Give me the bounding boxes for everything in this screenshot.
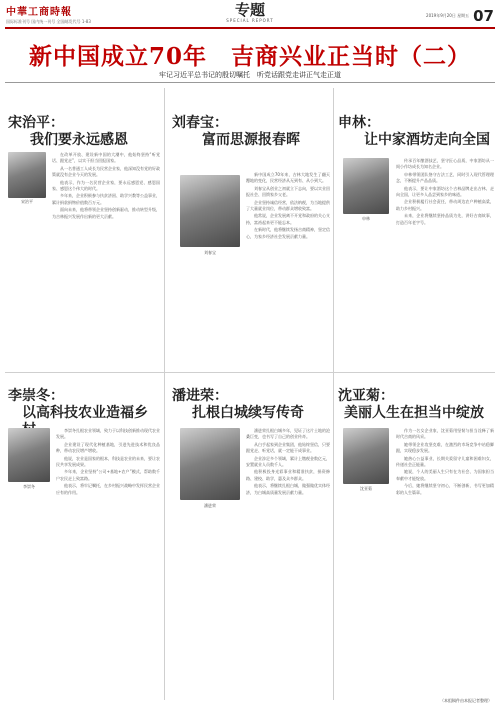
paragraph: 多年来，企业坚持“公司+基地+农户”模式，帮助数千户农民走上致富路。 <box>56 469 160 481</box>
article-body <box>56 428 160 696</box>
photo-caption: 李崇冬 <box>23 484 35 489</box>
profile-title: 富而思源报春晖 <box>202 132 300 148</box>
editor-note: （本组稿件由本报记者整理） <box>440 698 492 703</box>
profile-name: 潘进荣： <box>172 388 228 404</box>
profile-name: 申林： <box>338 115 380 131</box>
paragraph: 他常说，企业发展离不开党和政府的关心支持，富裕起来更不能忘本。 <box>246 213 330 225</box>
photo-caption: 潘进荣 <box>204 503 216 508</box>
article-body <box>396 428 494 684</box>
section-header <box>212 2 288 23</box>
paragraph: 作为一名女企业家，沈亚菊用坚韧与担当诠释了新时代吉商的风采。 <box>396 428 494 440</box>
profile-name: 沈亚菊： <box>338 388 394 404</box>
paragraph: 她热心公益事业，长期关爱留守儿童和困难妇女，传递社会正能量。 <box>396 455 494 468</box>
portrait-photo <box>180 428 240 500</box>
portrait-photo <box>180 175 240 247</box>
paragraph: 企业积极履行社会责任，带动周边农户种植高粱，助力乡村振兴。 <box>396 199 494 211</box>
portrait-photo <box>8 428 50 482</box>
article-body <box>52 152 160 366</box>
paragraph: 申林带领团队恪守古法工艺，同时引入现代管理理念，不断提升产品品质。 <box>396 171 494 184</box>
paragraph: 他表示，将继续扎根白城，做强做优实体经济，为白城高质量发展贡献力量。 <box>246 483 330 495</box>
paragraph: 他积极投身光彩事业和精准扶贫，捐资修路、建校、助学，惠及众多群众。 <box>246 469 330 481</box>
portrait-photo <box>8 152 46 198</box>
profile-title: 以高科技农业造福乡 <box>22 405 148 421</box>
paragraph: 她带领企业攻坚克难，在激烈的市场竞争中站稳脚跟，实现稳步发展。 <box>396 441 494 454</box>
paragraph: 从白手起家到企业集团，他始终坚信，只要跟党走、听党话，就一定能干成事业。 <box>246 441 330 454</box>
profile-liu <box>172 115 328 149</box>
paragraph: 企业涉足多个领域，累计上缴税金数亿元，安置就业人员数千人。 <box>246 455 330 468</box>
profile-title: 让中家酒坊走向全国 <box>364 132 490 148</box>
profile-name: 刘春宝： <box>172 115 228 131</box>
profile-shen-yaju <box>338 388 494 422</box>
profile-name: 李崇冬： <box>8 388 64 404</box>
header-rule <box>5 27 495 29</box>
column-divider <box>164 88 165 700</box>
paragraph: 他表示，作为一名民营企业家，要永远感恩党、感恩国家、感恩这个伟大的时代。 <box>52 179 160 192</box>
paragraph: 新中国成立70年来，吉林大地发生了翻天覆地的变化，民营经济从无到有、从小到大。 <box>246 172 330 184</box>
paragraph: 多年来，企业积极参与扶贫济困、助学兴教等公益事业，累计捐款捐物价值数百万元。 <box>52 193 160 205</box>
page-headline: 新中国成立70年 吉商兴业正当时（二） <box>28 43 471 70</box>
paragraph: 未来，企业将继续坚持品质为先，讲好吉商故事，打造百年老字号。 <box>396 213 494 225</box>
paragraph: 李崇冬扎根农业领域，致力于以科技创新推动现代农业发展。 <box>56 428 160 440</box>
header-right <box>426 7 494 25</box>
profile-title: 我们要永远感恩 <box>30 132 128 148</box>
paragraph: 从一名普通工人成长为民营企业家，他深知没有党的好政策就没有企业今天的发展。 <box>52 165 160 178</box>
article-body <box>246 428 330 696</box>
article-body <box>396 158 494 366</box>
paragraph: 他说，农业是国家的根本，科技是农业的未来，要让农民共享发展成果。 <box>56 455 160 468</box>
paragraph: 传承百年酿酒技艺，坚守匠心品质，中家酒坊从一间小作坊成长为知名企业。 <box>396 158 494 170</box>
paragraph: 企业坚持诚信经营，依法纳税，为当地提供了大量就业岗位，带动群众增收致富。 <box>246 199 330 212</box>
paragraph: 今后，她将继续坚守初心，不断创新，书写更加精彩的人生篇章。 <box>396 483 494 495</box>
paragraph: 在新时代，他将继续发扬吉商精神，坚定信心，为家乡经济社会发展贡献力量。 <box>246 227 330 239</box>
subhead-rule <box>5 82 495 83</box>
masthead <box>6 3 126 25</box>
page-subheadline: 牢记习近平总书记的殷切嘱托 听党话跟党走讲正气走正道 <box>159 71 341 79</box>
masthead-info: 国际标准刊号 国内统一刊号 全国邮发代号 1-83 <box>6 19 91 24</box>
issue-date: 2019年9月20日 星期五 <box>426 13 470 18</box>
paragraph: 他表示，将牢记嘱托，在乡村振兴战略中发挥民营企业应有的作用。 <box>56 483 160 495</box>
paragraph: 企业建设了现代化种植基地，引进先进技术和优良品种，带动农民增产增收。 <box>56 441 160 454</box>
paragraph: 潘进荣扎根白城多年，见证了这片土地的沧桑巨变，也书写了自己的创业传奇。 <box>246 428 330 440</box>
photo-caption: 宋治平 <box>21 199 33 204</box>
portrait-photo <box>343 428 389 484</box>
photo-caption: 申林 <box>362 216 370 221</box>
page-number: 07 <box>473 7 494 25</box>
row-divider <box>5 372 495 373</box>
paragraph: 刘春宝从创业之初就立下志向，要以实业回报社会、回馈家乡父老。 <box>246 185 330 198</box>
section-title: 专题 <box>234 1 265 19</box>
paragraph: 在改革开放、建设新中国的大潮中，他始终坚持“听党话、跟党走”，以实干担当回报国家。 <box>52 152 160 164</box>
profile-song <box>8 115 160 149</box>
profile-title: 扎根白城续写传奇 <box>192 405 304 421</box>
profile-name: 宋治平： <box>8 115 64 131</box>
section-subtitle: SPECIAL REPORT <box>226 18 274 23</box>
paragraph: 面向未来，他将带领企业坚持创新驱动，推动转型升级，为吉林振兴发展作出新的更大贡献。 <box>52 207 160 219</box>
article-body <box>246 172 330 366</box>
profile-title: 美丽人生在担当中绽放 <box>344 405 484 421</box>
photo-caption: 沈亚菊 <box>360 486 372 491</box>
paragraph: 他表示，要让中家酒坊这个吉林品牌走出吉林、走向全国，让更多人品尝到家乡的味道。 <box>396 185 494 198</box>
profile-pan <box>172 388 328 422</box>
column-divider <box>333 88 334 700</box>
newspaper-logo: 中華工商時報 <box>6 7 72 18</box>
portrait-photo <box>343 158 389 214</box>
photo-caption: 刘春宝 <box>204 250 216 255</box>
paragraph: 她说，个人的美丽人生只有在为社会、为国家担当奉献中才能绽放。 <box>396 469 494 481</box>
profile-shen-lin <box>338 115 494 149</box>
